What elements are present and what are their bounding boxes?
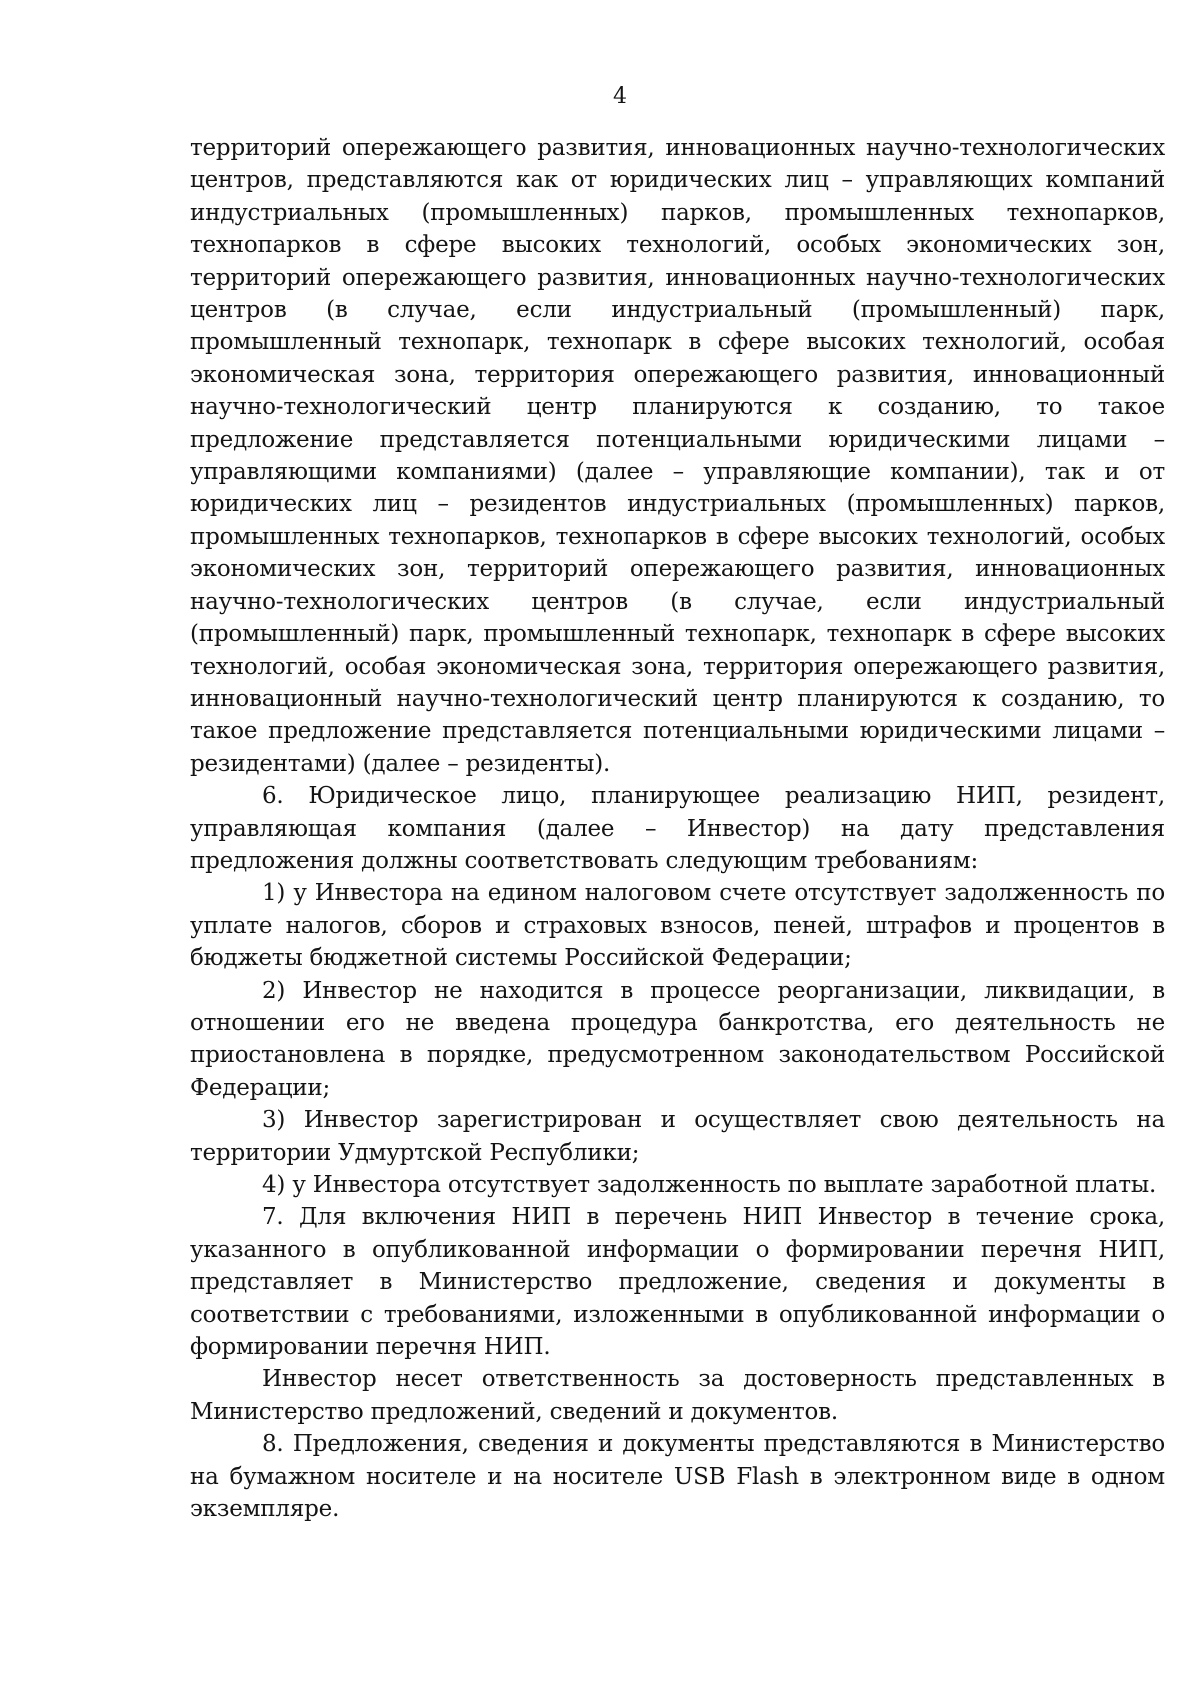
paragraph-item-8: 8. Предложения, сведения и документы представляются в Министерство на бумажном носителе и на носителе USB Flash в электронном виде в одном экземпляре. bbox=[190, 1431, 1165, 1523]
page-number: 4 bbox=[613, 84, 627, 109]
document-body bbox=[190, 132, 1165, 1525]
paragraph-requirement-1: 1) у Инвестора на едином налоговом счете отсутствует задолженность по уплате налогов, сборов и страховых взносов, пеней, штрафов и процентов в бюджеты бюджетной системы Российской Федерации; bbox=[190, 880, 1165, 972]
paragraph-continuation: территорий опережающего развития, инновационных научно-технологических центров, представляются как от юридических лиц – управляющих компаний индустриальных (промышленных) парков, промышленных технопарков, технопарков в сфере высоких технологий, особых экономических зон, территорий опережающего развития, инновационных научно-технологических центров (в случае, если индустриальный (промышленный) парк, промышленный технопарк, технопарк в сфере высоких технологий, особая экономическая зона, территория опережающего развития, инновационный научно-технологический центр планируются к созданию, то такое предложение представляется потенциальными юридическими лицами – управляющими компаниями) (далее – управляющие компании), так и от юридических лиц – резидентов индустриальных (промышленных) парков, промышленных технопарков, технопарков в сфере высоких технологий, особых экономических зон, территорий опережающего развития, инновационных научно-технологических центров (в случае, если индустриальный (промышленный) парк, промышленный технопарк, технопарк в сфере высоких технологий, особая экономическая зона, территория опережающего развития, инновационный научно-технологический центр планируются к созданию, то такое предложение представляется потенциальными юридическими лицами – резидентами) (далее – резиденты). bbox=[190, 135, 1165, 777]
paragraph-item-6: 6. Юридическое лицо, планирующее реализацию НИП, резидент, управляющая компания (далее – Инвестор) на дату представления предложения должны соответствовать следующим требованиям: bbox=[190, 783, 1165, 874]
paragraph-requirement-3: 3) Инвестор зарегистрирован и осуществляет свою деятельность на территории Удмуртской Республики; bbox=[190, 1107, 1165, 1166]
paragraph-item-7: 7. Для включения НИП в перечень НИП Инвестор в течение срока, указанного в опубликованной информации о формировании перечня НИП, представляет в Министерство предложение, сведения и документы в соответствии с требованиями, изложенными в опубликованной информации о формировании перечня НИП. bbox=[190, 1204, 1165, 1361]
paragraph-investor-responsibility: Инвестор несет ответственность за достоверность представленных в Министерство предложений, сведений и документов. bbox=[190, 1366, 1165, 1425]
paragraph-requirement-2: 2) Инвестор не находится в процессе реорганизации, ликвидации, в отношении его не введена процедура банкротства, его деятельность не приостановлена в порядке, предусмотренном законодательством Российской Федерации; bbox=[190, 977, 1165, 1101]
paragraph-requirement-4: 4) у Инвестора отсутствует задолженность по выплате заработной платы. bbox=[262, 1172, 1157, 1198]
